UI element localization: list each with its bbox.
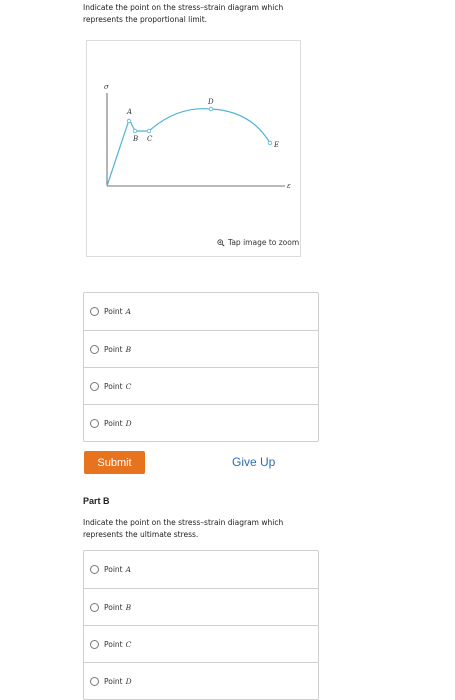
part-b-prompt-line1: Indicate the point on the stress–strain diagram which [83, 518, 284, 527]
part-a-option-b[interactable] [84, 330, 318, 367]
point-e-label: E [274, 141, 280, 149]
option-prefix: Point [104, 565, 123, 574]
point-d-marker [209, 107, 213, 111]
part-b-option-c[interactable] [84, 625, 318, 662]
part-a-option-d[interactable] [84, 404, 318, 441]
stress-strain-diagram[interactable] [87, 41, 302, 258]
part-a-option-c[interactable] [84, 367, 318, 404]
option-prefix: Point [104, 418, 123, 428]
part-b-prompt-line2: represents the ultimate stress. [83, 529, 199, 539]
give-up-link[interactable]: Give Up [232, 455, 276, 469]
radio-button[interactable] [90, 565, 99, 574]
point-c-label: C [147, 135, 153, 143]
option-prefix: Point [104, 676, 123, 686]
radio-button[interactable] [90, 307, 99, 316]
radio-button[interactable] [90, 640, 99, 649]
point-d-label: D [208, 98, 214, 106]
point-e-marker [268, 141, 272, 145]
part-b-prompt [83, 517, 323, 540]
option-prefix: Point [104, 381, 123, 391]
point-b-label: B [133, 135, 139, 143]
option-letter: D [125, 676, 132, 686]
radio-button[interactable] [90, 603, 99, 612]
part-b-heading: Part B [83, 496, 110, 506]
part-b-option-b[interactable] [84, 588, 318, 625]
y-axis-label: σ [104, 83, 109, 91]
point-a-label: A [127, 108, 133, 116]
part-b-options [83, 550, 319, 700]
option-letter: C [125, 381, 132, 391]
x-axis-label: ε [287, 182, 291, 190]
part-a-prompt [83, 2, 323, 25]
zoom-icon [217, 239, 225, 247]
stress-strain-curve [107, 109, 270, 186]
part-a-prompt-line2: represents the proportional limit. [83, 14, 208, 24]
point-c-marker [147, 129, 151, 133]
option-letter: B [125, 602, 132, 612]
option-prefix: Point [104, 602, 123, 612]
part-b-option-a[interactable] [84, 551, 318, 588]
option-prefix: Point [104, 344, 123, 354]
part-a-options [83, 292, 319, 442]
option-letter: C [125, 639, 132, 649]
option-prefix: Point [104, 639, 123, 649]
part-b-option-d[interactable] [84, 662, 318, 699]
part-a-option-a[interactable] [84, 293, 318, 330]
point-a-marker [127, 119, 131, 123]
tap-to-zoom[interactable] [217, 238, 299, 247]
stress-strain-figure[interactable] [86, 40, 301, 257]
option-letter: A [125, 565, 132, 574]
submit-button[interactable]: Submit [84, 451, 145, 474]
option-letter: B [125, 344, 132, 354]
option-prefix: Point [104, 307, 123, 316]
radio-button[interactable] [90, 382, 99, 391]
option-letter: D [125, 418, 132, 428]
point-b-marker [133, 129, 137, 133]
radio-button[interactable] [90, 677, 99, 686]
radio-button[interactable] [90, 419, 99, 428]
option-letter: A [125, 307, 132, 316]
radio-button[interactable] [90, 345, 99, 354]
part-a-prompt-line1: Indicate the point on the stress–strain diagram which [83, 3, 284, 12]
zoom-text: Tap image to zoom [228, 238, 300, 247]
